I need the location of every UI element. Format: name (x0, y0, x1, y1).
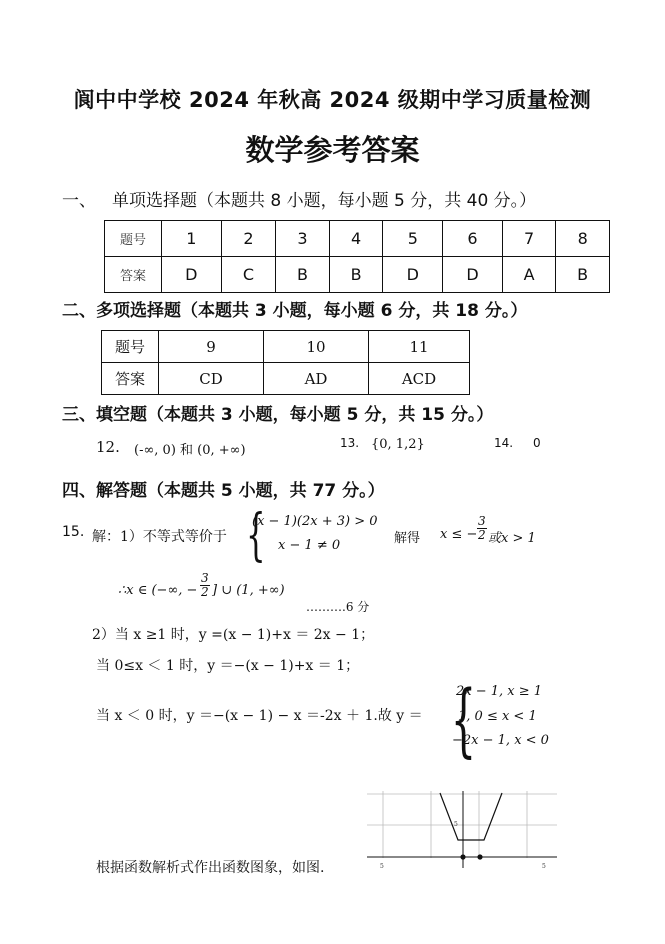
question-number: 11 (369, 331, 470, 363)
q15-set-a: ∴x ∈ (−∞, − (118, 583, 198, 598)
point-marker (460, 854, 465, 859)
table-row (105, 221, 610, 257)
piecewise-brace: { (450, 673, 477, 766)
answer-cell: D (383, 257, 443, 293)
point-marker (477, 854, 482, 859)
q15-score: ……….6 分 (306, 600, 370, 614)
answer-cell: B (556, 257, 610, 293)
q12-label: 12. (96, 438, 120, 456)
question-number: 2 (221, 221, 275, 257)
table-row (102, 331, 470, 363)
question-number: 7 (502, 221, 556, 257)
row-label: 题号 (102, 331, 159, 363)
q15-solve-b: 或x > 1 (488, 531, 536, 546)
q14-label: 14. (494, 436, 514, 450)
q15-fraction (477, 515, 487, 542)
function-curve (440, 793, 502, 840)
page-title: 阆中中学校 2024 年秋高 2024 级期中学习质量检测 (73, 88, 592, 112)
section1-number: 一、 (62, 191, 96, 211)
q13-label: 13. (340, 436, 360, 450)
piece-2: 1, 0 ≤ x < 1 (458, 709, 537, 724)
section2-heading: 二、多项选择题（本题共 3 小题，每小题 6 分，共 18 分。） (62, 301, 528, 321)
answer-cell: C (221, 257, 275, 293)
table-row (105, 257, 610, 293)
system-brace: { (246, 503, 266, 568)
section1-heading: 单项选择题（本题共 8 小题，每小题 5 分，共 40 分。） (112, 191, 537, 211)
row-label: 答案 (105, 257, 162, 293)
question-number: 6 (443, 221, 503, 257)
piece-3: −2x − 1, x < 0 (452, 733, 549, 748)
part2-line2: 当 0≤x ＜ 1 时，y ＝−(x − 1)+x ＝ 1； (96, 658, 360, 674)
q15-solve-a: x ≤ − (440, 527, 478, 542)
question-number: 4 (329, 221, 383, 257)
q15-intro: 解：1）不等式等价于 (92, 529, 227, 545)
q15-set-b: ] ∪ (1, +∞) (212, 583, 285, 598)
q15-solve-label: 解得 (394, 531, 421, 546)
q15-system-eq2: x − 1 ≠ 0 (278, 538, 341, 553)
question-number: 1 (162, 221, 222, 257)
question-number: 3 (276, 221, 330, 257)
fraction-numerator: 3 (201, 571, 209, 585)
answer-cell: D (162, 257, 222, 293)
q15-set-fraction (200, 572, 210, 599)
x-tick-right: 5 (542, 863, 546, 870)
row-label: 答案 (102, 363, 159, 395)
fraction-numerator: 3 (478, 514, 486, 528)
q15-system-eq1: (x − 1)(2x + 3) > 0 (252, 514, 378, 529)
section1-table (104, 220, 610, 293)
row-label: 题号 (105, 221, 162, 257)
fraction-denominator: 2 (478, 528, 486, 542)
x-tick-left: 5 (380, 863, 384, 870)
q12-answer: (-∞, 0) 和 (0, +∞) (134, 443, 246, 458)
y-tick: 5 (454, 821, 458, 828)
piece-1: 2x − 1, x ≥ 1 (456, 684, 543, 699)
page-subtitle: 数学参考答案 (245, 133, 420, 167)
answer-cell: B (276, 257, 330, 293)
part2-line3: 当 x ＜ 0 时，y ＝−(x − 1) − x ＝-2x ＋ 1.故 y ＝ (96, 708, 423, 724)
table-row (102, 363, 470, 395)
function-graph (362, 788, 562, 872)
q14-answer: 0 (533, 436, 541, 450)
graph-grid (367, 791, 557, 858)
answer-cell: ACD (369, 363, 470, 395)
fraction-denominator: 2 (201, 585, 209, 599)
section2-table (101, 330, 470, 395)
q13-answer: {0, 1,2} (371, 437, 425, 452)
question-number: 10 (264, 331, 369, 363)
answer-cell: AD (264, 363, 369, 395)
question-number: 5 (383, 221, 443, 257)
answer-cell: A (502, 257, 556, 293)
answer-cell: CD (159, 363, 264, 395)
answer-cell: B (329, 257, 383, 293)
section3-heading: 三、填空题（本题共 3 小题，每小题 5 分，共 15 分。） (62, 405, 494, 425)
part2-line1: 2）当 x ≥1 时，y =(x − 1)+x ＝ 2x − 1； (92, 627, 375, 643)
graph-caption: 根据函数解析式作出函数图象，如图. (96, 860, 325, 876)
question-number: 9 (159, 331, 264, 363)
section4-heading: 四、解答题（本题共 5 小题，共 77 分。） (62, 481, 385, 501)
question-number: 8 (556, 221, 610, 257)
answer-cell: D (443, 257, 503, 293)
q15-label: 15. (62, 524, 85, 540)
